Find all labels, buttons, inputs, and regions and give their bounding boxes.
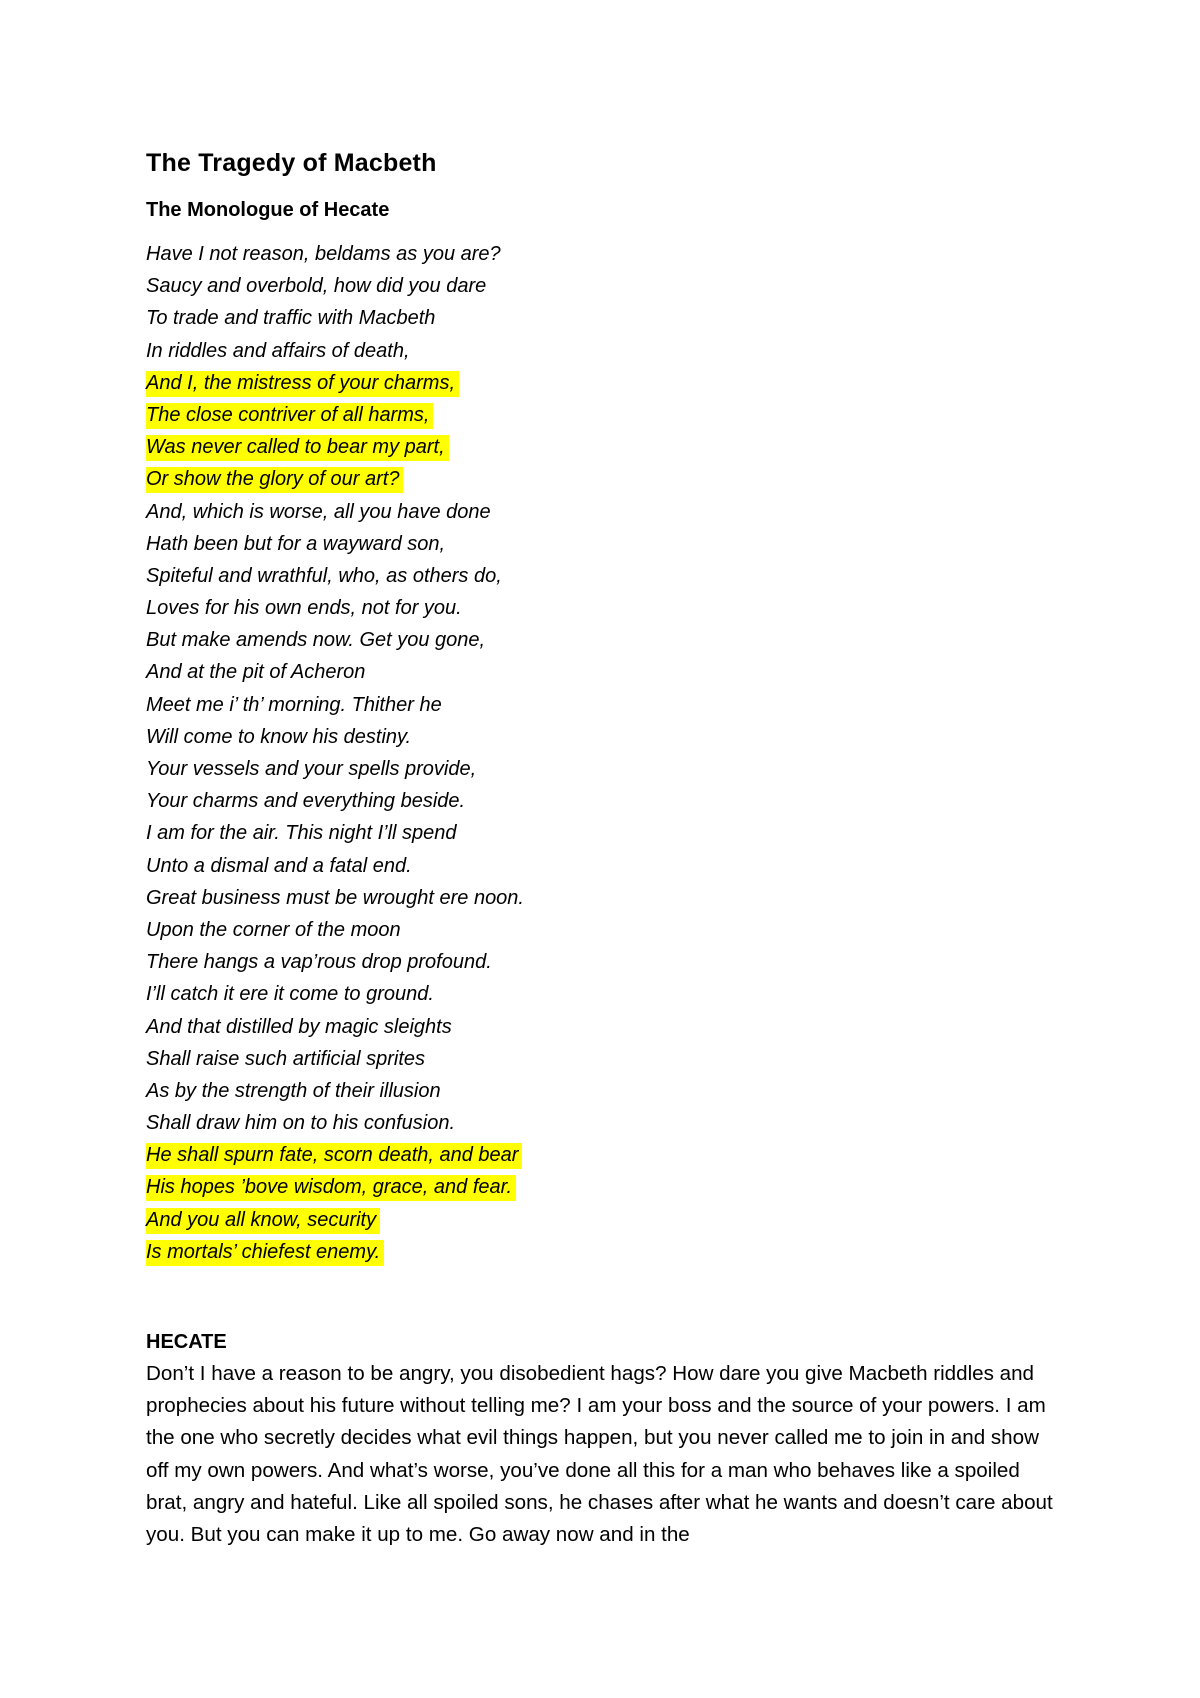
modern-translation-paragraph: Don’t I have a reason to be angry, you disobedient hags? How dare you give Macbeth riddles and prophecies about his future without telling me? I am your boss and the source of your powers. I am the one who secretly decides what evil things happen, but you never called me to join in and show off my own powers. And what’s worse, you’ve done all this for a man who behaves like a spoiled brat, angry and hateful. Like all spoiled sons, he chases after what he wants and doesn’t care about you. But you can make it up to me. Go away now and in the [146, 1362, 1053, 1547]
verse-text: Loves for his own ends, not for you. [146, 597, 462, 620]
verse-line [146, 1171, 1066, 1203]
verse-text: As by the strength of their illusion [146, 1079, 441, 1102]
verse-text: Upon the corner of the moon [146, 918, 401, 941]
verse-line [146, 270, 1066, 302]
verse-line [146, 592, 1066, 624]
verse-text: And at the pit of Acheron [146, 661, 366, 684]
verse-line [146, 753, 1066, 785]
verse-text: Have I not reason, beldams as you are? [146, 243, 501, 265]
verse-text: I am for the air. This night I’ll spend [146, 822, 457, 845]
verse-text: Your vessels and your spells provide, [146, 758, 477, 780]
verse-line [146, 882, 1066, 914]
verse-line [146, 721, 1066, 753]
verse-line [146, 1011, 1066, 1043]
verse-line [146, 496, 1066, 528]
monologue-verse [146, 238, 1066, 1268]
verse-line [146, 302, 1066, 334]
verse-text: And that distilled by magic sleights [146, 1015, 452, 1038]
monologue-heading: The Monologue of Hecate [146, 199, 390, 221]
verse-text: In riddles and affairs of death, [146, 339, 410, 362]
speaker-name: HECATE [146, 1331, 227, 1353]
verse-line [146, 1236, 1066, 1268]
verse-line [146, 1075, 1066, 1107]
verse-line [146, 463, 1066, 495]
verse-line [146, 560, 1066, 592]
highlighted-verse-text: Or show the glory of our art? [146, 467, 403, 493]
verse-text: Shall raise such artificial sprites [146, 1047, 425, 1070]
verse-line [146, 238, 1066, 270]
verse-line [146, 656, 1066, 688]
verse-line [146, 1043, 1066, 1075]
document-content [146, 146, 1066, 1551]
verse-line [146, 785, 1066, 817]
verse-text: Your charms and everything beside. [146, 790, 466, 813]
verse-text: Will come to know his destiny. [146, 725, 412, 748]
verse-line [146, 528, 1066, 560]
verse-line [146, 1107, 1066, 1139]
highlighted-verse-text: Was never called to bear my part, [146, 435, 449, 461]
verse-line [146, 914, 1066, 946]
verse-text: Meet me i’ th’ morning. Thither he [146, 693, 442, 716]
verse-line [146, 1139, 1066, 1171]
highlighted-verse-text: Is mortals’ chiefest enemy. [146, 1240, 384, 1266]
verse-line [146, 817, 1066, 849]
verse-line [146, 850, 1066, 882]
verse-line [146, 689, 1066, 721]
document-title: The Tragedy of Macbeth [146, 149, 437, 177]
verse-text: Saucy and overbold, how did you dare [146, 275, 487, 298]
highlighted-verse-text: And I, the mistress of your charms, [146, 371, 459, 397]
verse-line [146, 431, 1066, 463]
verse-line [146, 978, 1066, 1010]
verse-text: To trade and traffic with Macbeth [146, 307, 436, 330]
verse-text: Spiteful and wrathful, who, as others do, [146, 564, 502, 587]
verse-line [146, 367, 1066, 399]
verse-text: I’ll catch it ere it come to ground. [146, 983, 434, 1006]
verse-text: And, which is worse, all you have done [146, 500, 491, 523]
highlighted-verse-text: And you all know, security [146, 1208, 380, 1234]
verse-line [146, 624, 1066, 656]
highlighted-verse-text: His hopes ’bove wisdom, grace, and fear. [146, 1175, 516, 1201]
verse-text: Great business must be wrought ere noon. [146, 886, 524, 909]
highlighted-verse-text: He shall spurn fate, scorn death, and bear [146, 1143, 522, 1169]
highlighted-verse-text: The close contriver of all harms, [146, 403, 433, 429]
verse-line [146, 335, 1066, 367]
verse-text: Hath been but for a wayward son, [146, 532, 446, 555]
verse-line [146, 1204, 1066, 1236]
verse-text: Unto a dismal and a fatal end. [146, 854, 412, 877]
verse-text: There hangs a vap’rous drop profound. [146, 951, 492, 974]
verse-line [146, 399, 1066, 431]
verse-line [146, 946, 1066, 978]
verse-text: Shall draw him on to his confusion. [146, 1112, 456, 1135]
verse-text: But make amends now. Get you gone, [146, 629, 486, 652]
